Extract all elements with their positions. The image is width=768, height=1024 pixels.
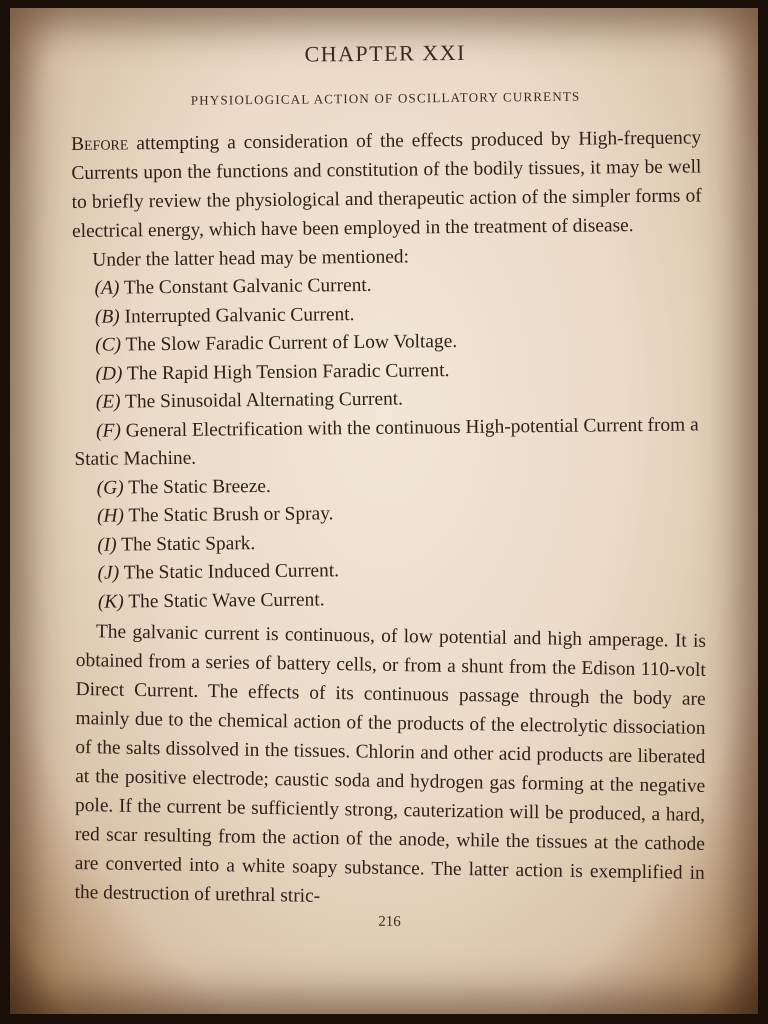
galvanic-paragraph: The galvanic current is continuous, of low potential and high amperage. It is obtained from a series of battery cells, or from a shunt from the Edison 110-volt Direct Current. The effects of its continuous passage through the body are mainly due to the chemical action of the products of the electrolytic dissociation of the salts dissolved in the tissues. Chlorin and other acid products are liberated at the positive electrode; caustic soda and hydrogen gas forming at the negative pole. If the current be sufficiently strong, cauterization will be produced, a hard, red scar resulting from the action of the anode, while the tissues at the cathode are converted into a white soapy substance. The latter action is exemplified in the destruction of urethral stric- — [74, 621, 706, 907]
list-item: (E) The Sinusoidal Alternating Current. — [95, 388, 404, 413]
chapter-heading: CHAPTER XXI — [304, 39, 466, 67]
intro-lead-word: Before — [71, 133, 129, 155]
list-item: (B) Interrupted Galvanic Current. — [94, 303, 355, 328]
intro-paragraph — [71, 123, 702, 246]
list-item: (H) The Static Brush or Spray. — [96, 503, 334, 527]
galvanic-section — [74, 617, 706, 936]
list-item: (J) The Static Induced Current. — [97, 560, 340, 584]
list-intro: Under the latter head may be mentioned: — [92, 246, 410, 271]
currents-list — [72, 268, 706, 617]
page-number: 216 — [378, 913, 401, 931]
list-item: (F) General Electrification with the continuous High-potential Current from a Static Machine. — [74, 413, 699, 470]
book-page — [10, 8, 758, 1014]
list-item: (A) The Constant Galvanic Current. — [94, 274, 372, 299]
list-item: (C) The Slow Faradic Current of Low Voltage. — [95, 330, 458, 356]
list-item: (I) The Static Spark. — [97, 532, 256, 556]
chapter-subtitle: PHYSIOLOGICAL ACTION OF OSCILLATORY CURRENTS — [190, 88, 581, 108]
intro-text: attempting a consideration of the effects produced by High-frequency Currents upon the functions and constitution of the bodily tissues, it may be well to briefly review the physiological and therapeutic action of the simpler forms of electrical energy, which have been employed in the treatment of disease. — [71, 127, 702, 242]
list-item: (G) The Static Breeze. — [96, 475, 271, 499]
list-item: (K) The Static Wave Current. — [97, 588, 325, 613]
list-item: (D) The Rapid High Tension Faradic Current. — [95, 359, 450, 385]
page-content — [70, 31, 709, 931]
